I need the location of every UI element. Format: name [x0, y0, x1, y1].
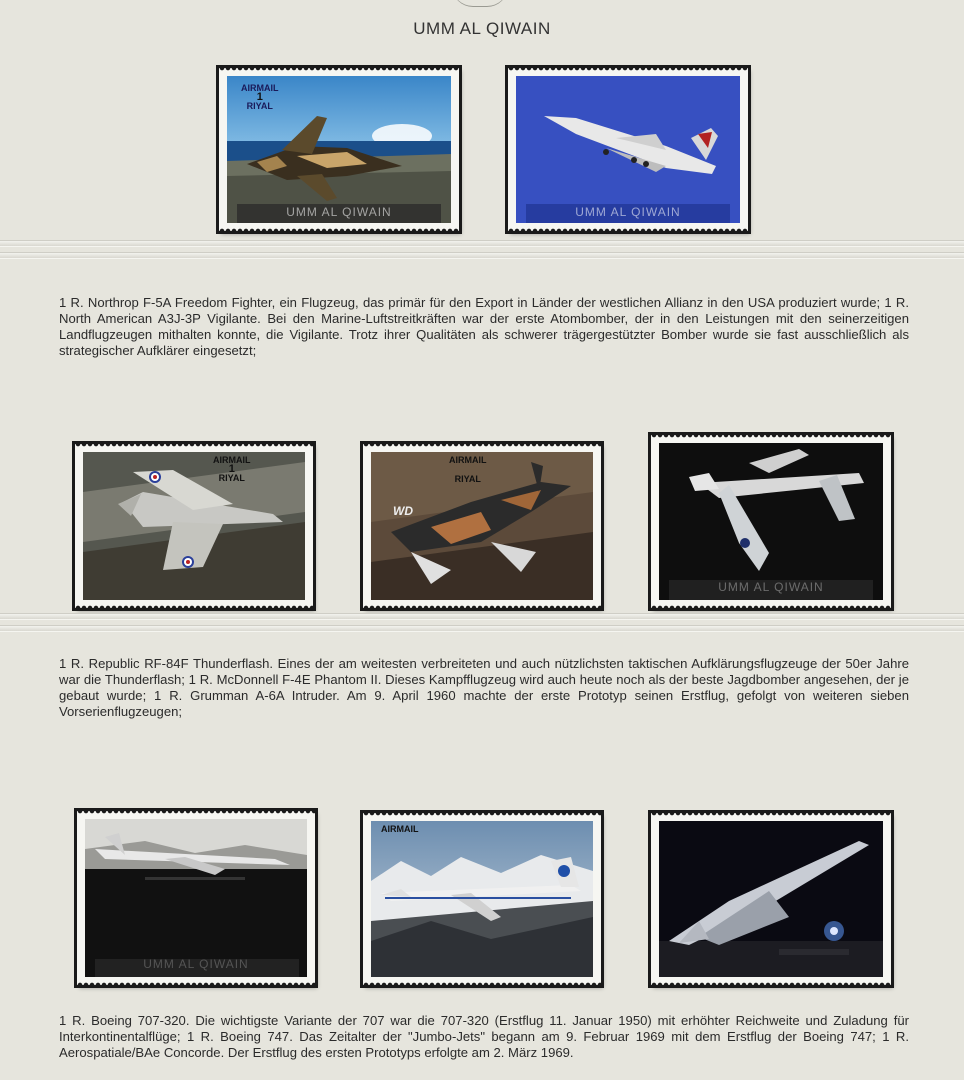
- page-strip-1: [0, 240, 964, 247]
- page-strip-3: [0, 613, 964, 620]
- stamp-image-747: [371, 821, 593, 977]
- value-unit: RIYAL: [218, 473, 245, 483]
- stamp-concorde: [651, 813, 891, 985]
- stamp-boeing-707: [77, 811, 315, 985]
- caption-row-1: 1 R. Northrop F-5A Freedom Fighter, ein Flugzeug, das primär für den Export in Länder der westlichen Allianz in den USA produziert wurde; 1 R. North American A3J-3P Vigilante. Bei den Marine-Luftstreitkräften war der erste Atombomber, der in den Leistungen mit den seinerzeitigen Landflugzeugen mithalten konnte, die Vigilante. Trotz ihrer Qualitäten als schwerer trägergestützter Bomber wurde sie fast ausschließlich als strategischer Aufklärer eingesetzt;: [59, 295, 909, 358]
- airmail-label: AIRMAIL: [213, 455, 251, 465]
- stamp-vigilante-a3j: [508, 68, 748, 231]
- page-strip-4: [0, 625, 964, 632]
- stamp-image-rf84f: [83, 452, 305, 600]
- value-number: 1: [256, 91, 263, 103]
- page-strip-2: [0, 252, 964, 259]
- page-title: UMM AL QIWAIN: [413, 19, 551, 38]
- airmail-label: AIRMAIL: [241, 83, 279, 93]
- a6a-illustration: [659, 443, 883, 600]
- tail-code-label: WD: [393, 504, 413, 518]
- page-top-ornament: [452, 0, 508, 7]
- stamp-country-a6a: UMM AL QIWAIN: [718, 580, 824, 594]
- rf84f-illustration: [83, 452, 305, 600]
- b747-illustration: [371, 821, 593, 977]
- stamp-value-rf84f: [213, 456, 251, 483]
- airmail-label: AIRMAIL: [381, 824, 419, 834]
- value-unit: RIYAL: [246, 101, 273, 111]
- concorde-illustration: [659, 821, 883, 977]
- stamp-boeing-747: [363, 813, 601, 985]
- airmail-label: AIRMAIL: [449, 455, 487, 465]
- stamp-value-f5a: [241, 84, 279, 111]
- stamp-phantom-f4e: [363, 444, 601, 608]
- stamp-image-a6a: [659, 443, 883, 600]
- caption-row-3: 1 R. Boeing 707-320. Die wichtigste Variante der 707 war die 707-320 (Erstflug 11. Januar 1950) mit erhöhter Reichweite und Zuladung für Interkontinentalflüge; 1 R. Boeing 747. Das Zeitalter der "Jumbo-Jets" begann am 9. Februar 1969 mit dem Erstflug der Boeing 747; 1 R. Aerospatiale/BAe Concorde. Der Erstflug des ersten Prototyps erfolgte am 2. März 1969.: [59, 1013, 909, 1060]
- stamp-image-707: [85, 819, 307, 977]
- caption-row-2: 1 R. Republic RF-84F Thunderflash. Eines der am weitesten verbreiteten und auch nützlichsten taktischen Aufklärungsflugzeuge der 50er Jahre war die Thunderflash; 1 R. McDonnell F-4E Phantom II. Dieses Kampfflugzeug wird auch heute noch als der beste Jagdbomber angesehen, der je gebaut wurde; 1 R. Grumman A-6A Intruder. Am 9. April 1960 machte der erste Prototyp seinen Erstflug, gefolgt von weiteren sieben Vorserienflugzeugen;: [59, 656, 909, 719]
- a3j-illustration: [516, 76, 740, 223]
- stamp-image-concorde: [659, 821, 883, 977]
- stamp-country-707: UMM AL QIWAIN: [143, 957, 249, 971]
- stamp-value-f4e: [449, 456, 487, 484]
- b707-illustration: [85, 819, 307, 977]
- value-unit: RIYAL: [454, 474, 481, 484]
- stamp-country-f5a: UMM AL QIWAIN: [286, 205, 392, 219]
- stamp-intruder-a6a: [651, 435, 891, 608]
- stamp-country-a3j: UMM AL QIWAIN: [575, 205, 681, 219]
- stamp-value-747: [381, 825, 419, 834]
- stamp-image-a3j: [516, 76, 740, 223]
- stamp-republic-rf84f: [75, 444, 313, 608]
- stamp-northrop-f5a: [219, 68, 459, 231]
- value-number: 1: [228, 463, 235, 475]
